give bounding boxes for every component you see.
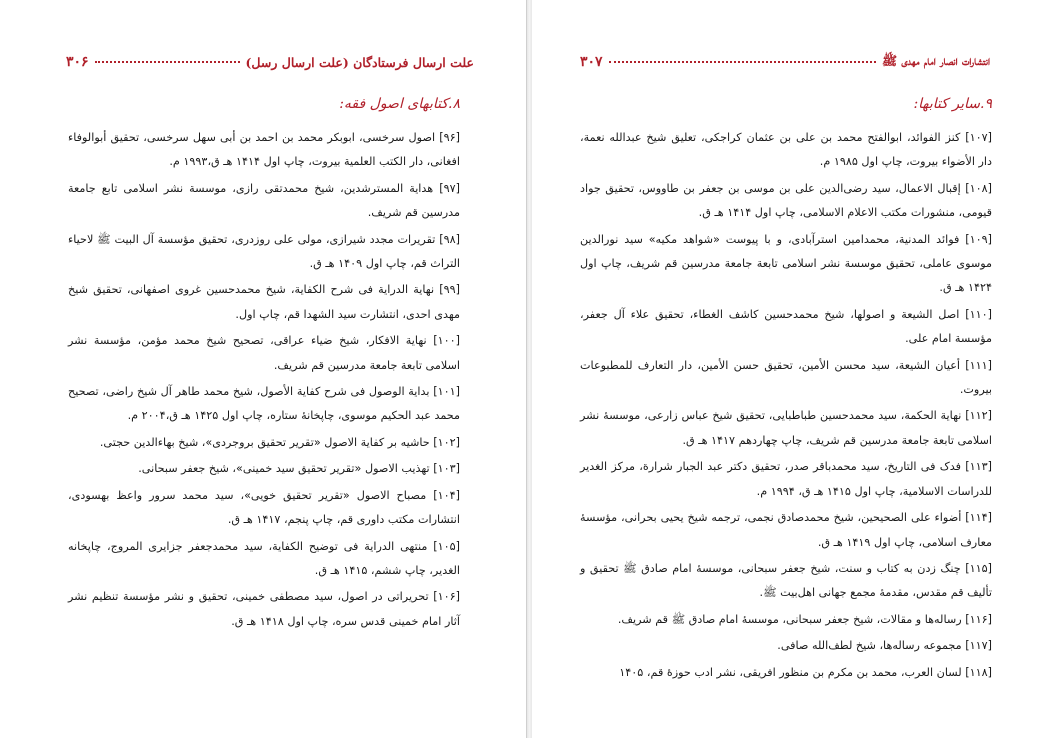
bibliography-entry — [580, 126, 992, 175]
entry-number: [۱۰۵] — [433, 539, 460, 553]
header-dotted-leader — [95, 61, 240, 63]
entry-text: منتهی الدرایة فی توضیح الکفایة، سید محمدجعفر جزایری المروج، چاپخانه الغدیر، چاپ ششم، ۱۴۱۵ هـ ق. — [68, 539, 460, 577]
entry-number: [۱۰۷] — [965, 131, 993, 144]
bibliography-entry — [580, 404, 992, 453]
bibliography-entry — [580, 634, 992, 658]
entry-number: [۹۹] — [439, 283, 461, 297]
entry-number: [۱۰۳] — [433, 462, 460, 476]
entry-number: [۱۰۹] — [965, 232, 992, 246]
right-page-header — [580, 52, 990, 72]
entry-text: اصل الشیعة و اصولها، شیخ محمدحسین کاشف الغطاء، تحقیق علاء آل جعفر، مؤسسة امام علی. — [580, 307, 992, 346]
bibliography-entry — [68, 126, 460, 175]
bibliography-entry — [580, 608, 992, 632]
bibliography-entry — [68, 329, 460, 378]
bibliography-entry — [580, 455, 992, 504]
bibliography-entry — [68, 431, 460, 455]
bibliography-entry — [580, 354, 992, 403]
entry-number: [۱۰۴] — [433, 488, 460, 502]
bibliography-entry — [68, 484, 460, 533]
entry-text: فدک فی التاریخ، سید محمدباقر صدر، تحقیق دکتر عبد الجبار شرارة، مرکز الغدیر للدراسات الاسلامیة، چاپ اول ۱۴۱۵ هـ ق، ۱۹۹۴ م. — [580, 460, 992, 498]
entry-number: [۱۱۱] — [965, 358, 993, 372]
entry-text: اصول سرخسی، ابوبکر محمد بن احمد بن أبی سهل سرخسی، تحقیق أبوالوفاء افغانی، دار الکتب العلمیة بیروت، چاپ اول ۱۴۱۴ هـ ق،۱۹۹۳ م. — [68, 131, 460, 169]
entry-text: چنگ زدن به کتاب و سنت، شیخ جعفر سبحانی، موسسهٔ امام صادق ﷺ تحقیق و تألیف قم مقدس، مقدمهٔ مجمع جهانی اهل‌بیت ﷺ. — [580, 561, 992, 600]
entry-text: إقبال الاعمال، سید رضی‌الدین علی بن موسی بن جعفر بن طاووس، تحقیق جواد قیومی، منشورات مکتب الاعلام الاسلامی، چاپ اول ۱۴۱۴ هـ ق. — [580, 181, 992, 220]
entry-number: [۱۰۶] — [433, 590, 460, 604]
bibliography-entry — [580, 661, 992, 685]
entry-text: نهایة الحکمة، سید محمدحسین طباطبایی، تحقیق شیخ عباس زارعی، موسسهٔ نشر اسلامی تابعة جامعة مدرسین قم شریف، چاپ چهاردهم ۱۴۱۷ هـ ق. — [580, 409, 992, 447]
bibliography-entry — [580, 228, 992, 301]
bibliography-entry — [580, 303, 992, 352]
entry-text: مجموعه رساله‌ها، شیخ لطف‌الله صافی. — [777, 639, 962, 653]
header-dotted-leader — [609, 61, 876, 63]
bibliography-entry — [68, 585, 460, 634]
entry-number: [۹۸] — [439, 232, 461, 246]
bibliography-entry — [580, 557, 992, 606]
entry-text: تحریراتی در اصول، سید مصطفی خمینی، تحقیق و نشر مؤسسة تنظیم نشر آثار امام خمینی قدس سره، چاپ اول ۱۴۱۸ هـ ق. — [68, 590, 460, 628]
right-entries-list — [580, 126, 992, 687]
bibliography-entry — [68, 380, 460, 429]
entry-text: رساله‌ها و مقالات، شیخ جعفر سبحانی، موسسهٔ امام صادق ﷺ قم شریف. — [617, 612, 962, 626]
entry-number: [۱۱۵] — [965, 561, 992, 575]
entry-text: أعیان الشیعة، سید محسن الأمین، تحقیق حسن الأمین، دار التعارف للمطبوعات بیروت. — [580, 358, 992, 397]
entry-text: مصباح الاصول «تقریر تحقیق خویی»، سید محمد سرور واعظ بهسودی، انتشارات مکتب داوری قم، چاپ پنجم، ۱۴۱۷ هـ ق. — [68, 488, 460, 527]
entry-text: هدایة المسترشدین، شیخ محمدتقی رازی، موسسة نشر اسلامی تابع جامعة مدرسین قم شریف. — [68, 181, 460, 220]
entry-number: [۱۱۷] — [965, 639, 992, 653]
bibliography-entry — [580, 506, 992, 555]
right-section-title: ۹.سایر کتابها: — [913, 96, 992, 112]
entry-text: نهایة الافکار، شیخ ضیاء عراقی، تصحیح شیخ محمد مؤمن، مؤسسة نشر اسلامی تابعة جامعة مدرسین قم شریف. — [68, 334, 460, 372]
entry-number: [۱۱۰] — [965, 307, 992, 321]
bibliography-entry — [580, 177, 992, 226]
entry-text: حاشیه بر کفایة الاصول «تقریر تحقیق بروجردی»، شیخ بهاءالدین حجتی. — [99, 435, 430, 449]
right-page — [532, 0, 1052, 738]
bibliography-entry — [68, 457, 460, 481]
entry-number: [۱۱۴] — [965, 511, 992, 525]
entry-number: [۱۱۲] — [965, 409, 992, 423]
bibliography-entry — [68, 278, 460, 327]
bibliography-entry — [68, 535, 460, 584]
left-page-header — [66, 52, 474, 72]
entry-text: تقریرات مجدد شیرازی، مولی علی روزدری، تحقیق مؤسسة آل البیت ﷺ لاحیاء التراث قم، چاپ اول ۱۴۰۹ هـ ق. — [68, 232, 460, 271]
entry-number: [۹۷] — [439, 181, 460, 195]
left-header-title: علت ارسال فرستادگان (علت ارسال رسل) — [245, 54, 474, 70]
left-section-title: ۸.کتابهای اصول فقه: — [339, 96, 460, 112]
entry-text: تهذیب الاصول «تقریر تحقیق سید خمینی»، شیخ جعفر سبحانی. — [138, 462, 430, 476]
entry-number: [۱۰۱] — [433, 385, 460, 399]
left-page-number: ۳۰۶ — [66, 54, 89, 70]
entry-text: لسان العرب، محمد بن مکرم بن منظور افریقی، نشر ادب حوزهٔ قم، ۱۴۰۵ — [619, 665, 962, 679]
entry-number: [۱۰۸] — [965, 181, 992, 195]
entry-number: [۱۱۳] — [965, 460, 992, 474]
entry-text: کنز الفوائد، ابوالفتح محمد بن علی بن عثمان کراجکی، تعلیق شیخ عبدالله نعمة، دار الأضواء بیروت، چاپ اول ۱۹۸۵ م. — [580, 131, 992, 169]
right-page-number: ۳۰۷ — [580, 54, 603, 70]
entry-text: نهایة الدرایة فی شرح الکفایة، شیخ محمدحسین غروی اصفهانی، تحقیق شیخ مهدی احدی، انتشارت سید الشهدا قم، چاپ اول. — [68, 283, 460, 321]
entry-text: بدایة الوصول فی شرح کفایة الأصول، شیخ محمد طاهر آل شیخ راضی، تصحیح محمد عبد الحکیم موسوی، چاپخانهٔ ستاره، چاپ اول ۱۴۲۵ هـ ق،۲۰۰۴ م. — [68, 385, 460, 423]
entry-number: [۱۱۸] — [965, 665, 992, 679]
entry-text: أضواء علی الصحیحین، شیخ محمدصادق نجمی، ترجمه شیخ یحیی بحرانی، مؤسسهٔ معارف اسلامی، چاپ اول ۱۴۱۹ هـ ق. — [580, 511, 992, 549]
entry-number: [۱۰۰] — [433, 334, 460, 348]
left-entries-list — [68, 126, 460, 636]
bibliography-entry — [68, 177, 460, 226]
right-header-title: انتشارات انصار امام مهدی ﷺ — [881, 52, 990, 68]
entry-number: [۹۶] — [439, 131, 460, 144]
entry-number: [۱۰۲] — [433, 435, 460, 449]
bibliography-entry — [68, 228, 460, 277]
entry-number: [۱۱۶] — [965, 612, 992, 626]
entry-text: فوائد المدنیة، محمدامین استرآبادی، و با پیوست «شواهد مکیه» سید نورالدین موسوی عاملی، تحقیق موسسة نشر اسلامی تابعة جامعة مدرسین قم شریف، چاپ اول ۱۴۲۴ هـ ق. — [580, 232, 992, 295]
